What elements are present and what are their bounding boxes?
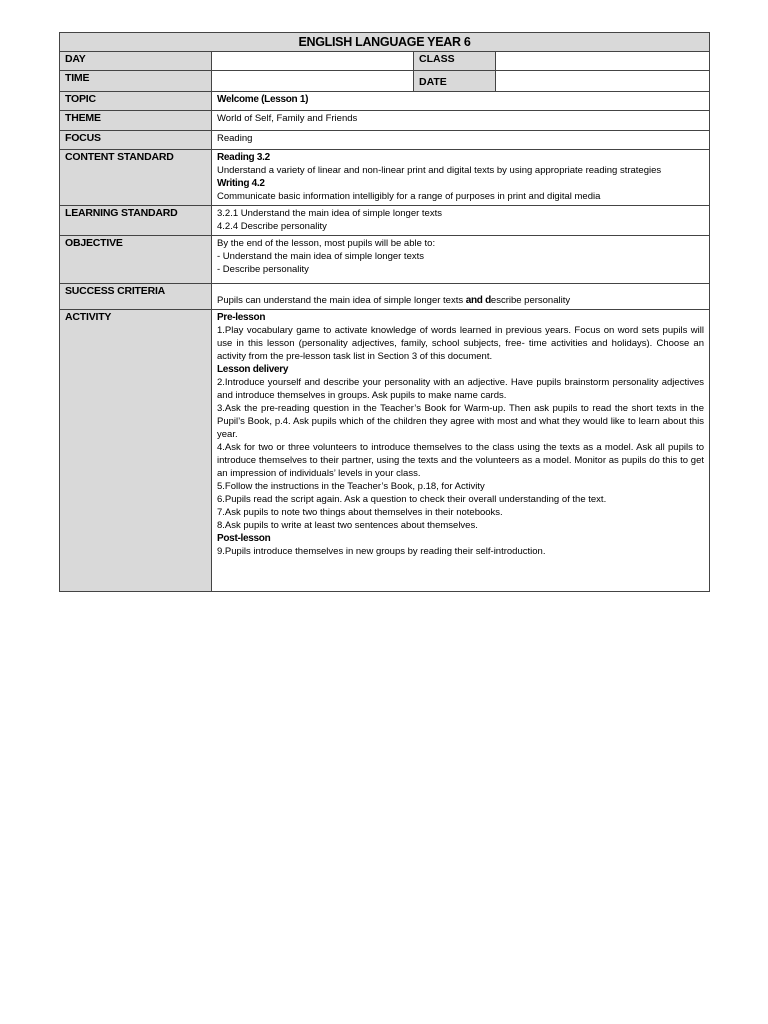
activity-cell: [212, 310, 710, 592]
time-label: TIME: [60, 71, 212, 92]
content-standard-cell: [212, 150, 710, 206]
day-label: DAY: [60, 52, 212, 71]
objective-item: - Describe personality: [217, 264, 309, 275]
time-value: [212, 71, 414, 92]
objective-item: - Understand the main idea of simple longer texts: [217, 251, 424, 262]
activity-step: 3.Ask the pre-reading question in the Teacher’s Book for Warm-up. Then ask pupils to read the short texts in the Pupil’s Book, p.4. Ask pupils which of the children they agree with most and what they would like to learn about this year.: [217, 403, 704, 440]
class-value: [496, 52, 710, 71]
success-criteria-label: SUCCESS CRITERIA: [60, 284, 212, 310]
reading-standard-text: Understand a variety of linear and non-linear print and digital texts by using appropriate reading strategies: [217, 165, 662, 176]
theme-value: World of Self, Family and Friends: [212, 111, 710, 131]
activity-step: 7.Ask pupils to note two things about themselves in their notebooks.: [217, 507, 503, 518]
success-criteria-cell: [212, 284, 710, 310]
focus-label: FOCUS: [60, 131, 212, 150]
theme-label: THEME: [60, 111, 212, 131]
activity-step: 5.Follow the instructions in the Teacher’s Book, p.18, for Activity: [217, 481, 485, 492]
focus-value: Reading: [212, 131, 710, 150]
activity-step: 9.Pupils introduce themselves in new groups by reading their self-introduction.: [217, 546, 546, 557]
learning-standard-item: 3.2.1 Understand the main idea of simple longer texts: [217, 208, 442, 219]
lesson-plan-table: [59, 32, 710, 592]
success-criteria-text-bold: and d: [465, 295, 491, 306]
objective-cell: [212, 236, 710, 284]
topic-label: TOPIC: [60, 92, 212, 111]
learning-standard-label: LEARNING STANDARD: [60, 206, 212, 236]
activity-step: 4.Ask for two or three volunteers to introduce themselves to the class using the texts as a model. Ask all pupils to introduce themselves to their partner, using the texts and the volunteers as a model. Monitor as pupils do this to get an impression of individuals’ levels in your class.: [217, 442, 704, 479]
class-label: CLASS: [414, 52, 496, 71]
content-standard-label: CONTENT STANDARD: [60, 150, 212, 206]
activity-label: ACTIVITY: [60, 310, 212, 592]
learning-standard-item: 4.2.4 Describe personality: [217, 221, 327, 232]
post-lesson-heading: Post-lesson: [217, 533, 271, 544]
pre-lesson-heading: Pre-lesson: [217, 312, 266, 323]
writing-standard-text: Communicate basic information intelligibly for a range of purposes in print and digital media: [217, 191, 601, 202]
lesson-delivery-heading: Lesson delivery: [217, 364, 289, 375]
date-value: [496, 71, 710, 92]
day-value: [212, 52, 414, 71]
success-criteria-text-b: escribe personality: [490, 295, 571, 306]
activity-step: 6.Pupils read the script again. Ask a question to check their overall understanding of the text.: [217, 494, 607, 505]
activity-step: 8.Ask pupils to write at least two sentences about themselves.: [217, 520, 478, 531]
activity-step: 2.Introduce yourself and describe your personality with an adjective. Have pupils brainstorm personality adjectives and introduce themselves in groups. Ask pupils to make name cards.: [217, 377, 704, 401]
objective-label: OBJECTIVE: [60, 236, 212, 284]
learning-standard-cell: [212, 206, 710, 236]
page-title: ENGLISH LANGUAGE YEAR 6: [60, 33, 710, 52]
success-criteria-text-a: Pupils can understand the main idea of simple longer texts: [217, 295, 466, 306]
objective-intro: By the end of the lesson, most pupils will be able to:: [217, 238, 436, 249]
date-label: DATE: [414, 71, 496, 92]
topic-value: Welcome (Lesson 1): [212, 92, 710, 111]
lesson-plan-sheet: [59, 32, 709, 592]
activity-step: 1.Play vocabulary game to activate knowledge of words learned in previous years. Focus on word sets pupils will use in this lesson (personality adjectives, family, school subjects, free- time activities and holidays). Choose an activity from the pre-lesson task list in Section 3 of this document.: [217, 325, 704, 362]
reading-standard-heading: Reading 3.2: [217, 152, 270, 163]
writing-standard-heading: Writing 4.2: [217, 178, 265, 189]
